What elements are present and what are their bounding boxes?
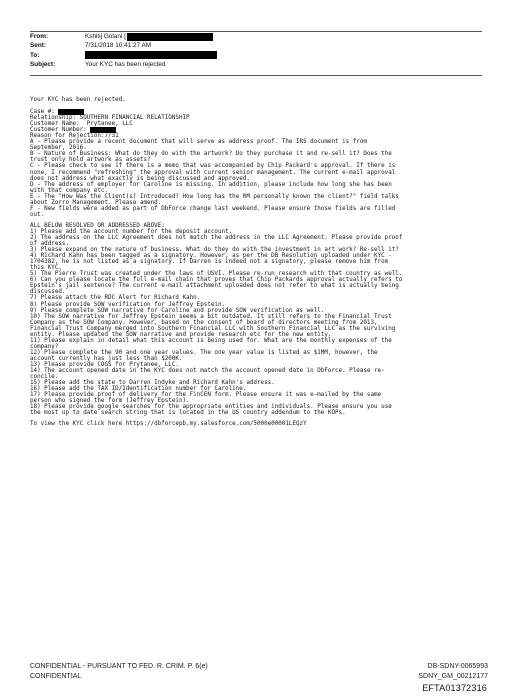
resolved-item: 3) Please expand on the nature of business. What do they do with the investment in art work? Re-sell it? bbox=[30, 247, 399, 254]
resolved-item: 15) Please add the state to Darren Indyke and Richard Kahn's address. bbox=[30, 380, 275, 387]
resolved-item: 11) Please explain in detail what this account is being used for. What are the monthly expenses of the company? bbox=[30, 337, 392, 350]
page-footer bbox=[30, 663, 488, 682]
customer-number-label: Customer Number: bbox=[30, 127, 87, 134]
resolved-item: 7) Please attach the RDC Alert for Richard Kahn. bbox=[30, 295, 201, 302]
resolved-item: 14) The account opened date in the KYC does not match the account opened date in DbForce. Please re- concile. bbox=[30, 368, 385, 381]
resolved-item: 10) The SOW narrative for Jeffrey Epstein seems a bit outdated. It still refers to the Financial Trust Company as the SOW Company. However, based on the consent of board of directors meeting from 2013, Financial Trust Company merged into Southern Financial LLC with Southern Financial LLC as the surviving entity. Please updated the SOW narrative and provide research etc for the new entity. bbox=[30, 313, 396, 338]
resolved-item: 8) Please provide SOW verification for Jeffrey Epstein. bbox=[30, 301, 226, 308]
customer-name-line: Customer Name: Prytanee, LLC bbox=[30, 121, 133, 128]
from-value bbox=[85, 32, 213, 41]
efta-number: EFTA01372316 bbox=[422, 683, 487, 693]
case-label: Case #: bbox=[30, 109, 55, 116]
resolved-item: 4) Richard Kahn has been tagged as a signatory. However, as per the DB Resolution uploaded under KYC - 1704382, he is not listed as a signatory. If Darren is indeed not a signatory, please remove him from this KYC. bbox=[30, 253, 392, 272]
to-value bbox=[85, 51, 217, 59]
sent-value: 7/31/2018 10:41:27 AM bbox=[85, 42, 152, 50]
resolved-item: 1) Please add the account number for the deposit account. bbox=[30, 228, 233, 235]
header-bottom-divider bbox=[30, 75, 482, 76]
resolved-item: 5) The Pierre Trust was created under the laws of USVI. Please re-run research with that country as well. bbox=[30, 271, 403, 278]
resolved-item: 17) Please provide proof of delivery for the FinCEN form. Please ensure it was e-mailed by the same person who signed the form (Jeffrey Epstein). bbox=[30, 392, 382, 405]
rejection-item: D - The address of employer for Caroline is missing. In addition, please include how long she has been with that company etc. bbox=[30, 181, 392, 194]
email-header bbox=[30, 32, 482, 69]
redaction-box bbox=[85, 51, 217, 59]
confidential-notice: CONFIDENTIAL - PURSUANT TO FED. R. CRIM. P. 6(e) bbox=[30, 663, 208, 670]
resolved-item: 12) Please complete the 90 and one year values. The one year value is listed as $1MM, however, the account currently has just less than $200K. bbox=[30, 349, 378, 362]
intro-line: Your KYC has been rejected. bbox=[30, 97, 126, 103]
resolved-item: 16) Please add the TAX ID/Identification number for Caroline. bbox=[30, 386, 247, 393]
sent-label: Sent: bbox=[30, 42, 46, 50]
sent-row bbox=[30, 41, 482, 50]
resolved-item: 13) Please provide COGS for Prytanee, LLC. bbox=[30, 361, 179, 368]
bates-number-db: DB-SDNY-0065993 bbox=[427, 663, 488, 670]
rejection-item: B - Nature of Business: What do they do with the artwork? Do they purchase it and re-sell it? Does the trust only hold artwork as assets? bbox=[30, 151, 392, 164]
subject-row bbox=[30, 60, 482, 69]
resolved-heading: ALL BELOW RESOLVED OR ADDRESSED ABOVE: bbox=[30, 222, 165, 229]
relationship-line: Relationship: SOUTHERN FINANCIAL RELATIONSHIP bbox=[30, 115, 190, 122]
to-row bbox=[30, 51, 482, 60]
rejection-item: A - Please provide a recent document that will serve as address proof. The IRS document is from September, 2016. bbox=[30, 139, 367, 152]
reason-line: Reason for Rejection:7/31 bbox=[30, 133, 119, 140]
from-name: Kshitij Golani [ bbox=[85, 33, 126, 40]
subject-value: Your KYC has been rejected bbox=[85, 60, 166, 68]
rejection-item: F - New fields were added as part of DbForce change last weekend. Please ensure those fields are filled out. bbox=[30, 205, 396, 218]
rejection-item: C - Please check to see if there is a memo that was accompanied by Chip Packard's approval. If there is none, I recommend "refreshing" the approval with current senior management. The current e-mail approval does not address what exactly is being discussed and approved. bbox=[30, 163, 396, 182]
to-label: To: bbox=[30, 51, 40, 59]
subject-label: Subject: bbox=[30, 60, 56, 68]
redaction-box bbox=[127, 33, 213, 41]
resolved-item: 2) The address on the LLC Agreement does not match the address in the LLC Agreement. Please provide proof of address. bbox=[30, 234, 403, 248]
resolved-item: 6) Can you please locate the full e-mail chain that proves that Chip Packards approval actually refers to Epstein's jail sentence? The current e-mail attachment uploaded does not refer to what is actually being discussed. bbox=[30, 277, 403, 296]
bates-number-sdny: SDNY_GM_00212177 bbox=[418, 672, 488, 680]
confidential-label: CONFIDENTIAL bbox=[30, 672, 82, 680]
resolved-item: 9) Please complete SOW narrative for Caroline and provide SOW verification as well. bbox=[30, 307, 325, 314]
kyc-link-line: To view the KYC click here https://dbforcepb.my.salesforce.com/5000e00001LEQzY bbox=[30, 421, 307, 428]
from-row bbox=[30, 32, 482, 41]
email-body bbox=[30, 97, 482, 427]
resolved-item: 18) Please provide google searches for the appropriate entities and individuals. Please ensure you use the most up to date search string that is located in the US country addendum to the KOPs. bbox=[30, 404, 392, 417]
rejection-item: E - The "How Was the Client(s) Introduced? How long has the RM personally known the client?" field talks about Zorro Management. Please amend. bbox=[30, 193, 399, 206]
header-top-divider bbox=[30, 31, 482, 32]
from-label: From: bbox=[30, 33, 49, 40]
